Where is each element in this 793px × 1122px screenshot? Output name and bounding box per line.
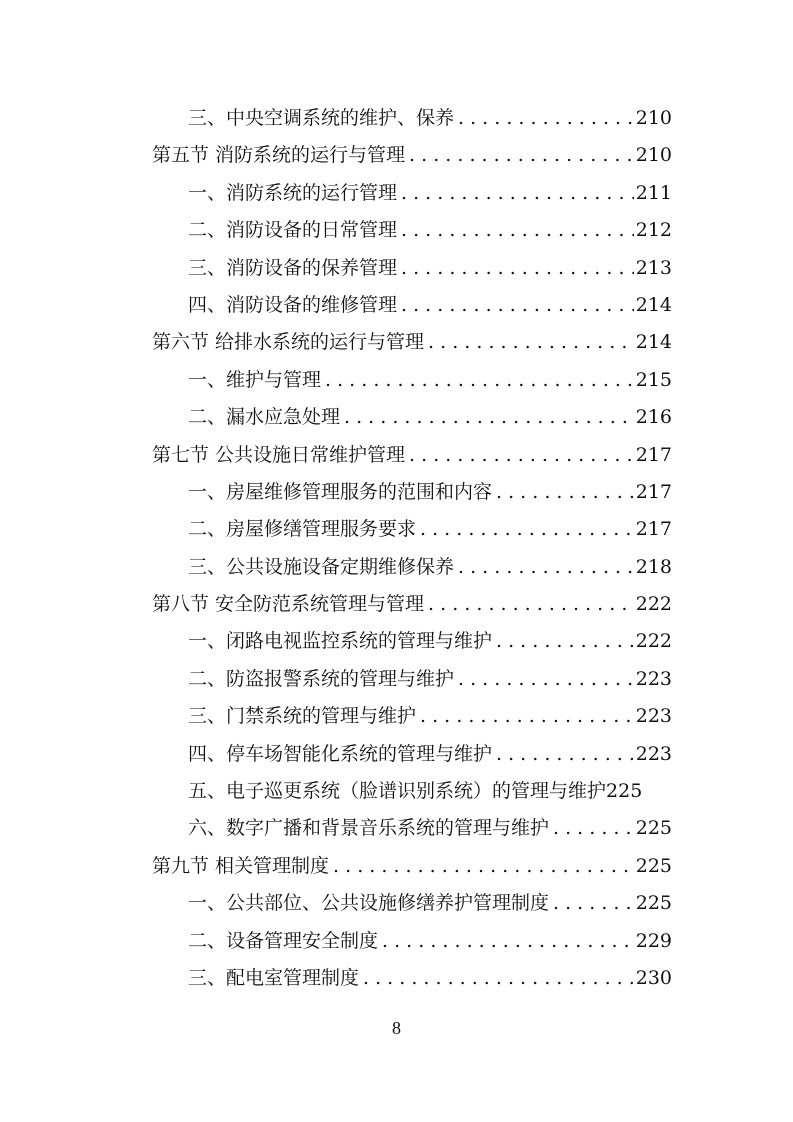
toc-entry-page: 223 <box>635 667 672 690</box>
toc-section-entry[interactable] <box>152 848 672 885</box>
toc-entry-title: 二、消防设备的日常管理 <box>188 219 398 242</box>
toc-entry-page: 222 <box>635 593 672 616</box>
dot-leader <box>405 437 634 474</box>
toc-subsection-entry[interactable] <box>152 623 672 660</box>
toc-entry-page: 229 <box>635 929 672 952</box>
toc-entry-page: 217 <box>635 443 672 466</box>
dot-leader <box>454 661 634 698</box>
toc-subsection-entry[interactable] <box>152 511 672 548</box>
toc-entry-page: 230 <box>635 966 672 989</box>
toc-entry-title: 四、停车场智能化系统的管理与维护 <box>188 742 493 765</box>
toc-entry-title: 第八节 安全防范系统管理与管理 <box>152 593 425 616</box>
toc-entry-title: 五、电子巡更系统（脸谱识别系统）的管理与维护 <box>188 780 607 803</box>
dot-leader <box>424 586 634 623</box>
toc-entry-page: 210 <box>635 106 672 129</box>
toc-entry-title: 二、漏水应急处理 <box>188 406 341 429</box>
toc-entry-title: 一、维护与管理 <box>188 368 322 391</box>
table-of-contents <box>152 100 672 997</box>
toc-entry-title: 二、房屋修缮管理服务要求 <box>188 518 417 541</box>
dot-leader <box>424 324 634 361</box>
toc-entry-page: 211 <box>635 181 672 204</box>
toc-entry-page: 213 <box>635 256 672 279</box>
toc-section-entry[interactable] <box>152 437 672 474</box>
dot-leader <box>416 511 634 548</box>
toc-entry-page: 212 <box>635 219 672 242</box>
dot-leader <box>378 923 634 960</box>
toc-subsection-entry[interactable] <box>152 885 672 922</box>
dot-leader <box>416 698 634 735</box>
dot-leader <box>397 175 634 212</box>
toc-entry-page: 214 <box>635 293 672 316</box>
toc-subsection-entry[interactable] <box>152 810 672 847</box>
toc-subsection-entry[interactable] <box>152 736 672 773</box>
toc-subsection-entry[interactable] <box>152 287 672 324</box>
toc-subsection-entry[interactable] <box>152 549 672 586</box>
toc-entry-page: 217 <box>635 480 672 503</box>
dot-leader <box>340 399 634 436</box>
dot-leader <box>492 474 634 511</box>
toc-entry-page: 223 <box>635 705 672 728</box>
dot-leader <box>397 287 634 324</box>
dot-leader <box>397 250 634 287</box>
toc-subsection-entry[interactable] <box>152 362 672 399</box>
toc-subsection-entry[interactable] <box>152 661 672 698</box>
dot-leader <box>405 137 634 174</box>
dot-leader <box>397 212 634 249</box>
toc-entry-page: 214 <box>635 331 672 354</box>
toc-entry-title: 二、防盗报警系统的管理与维护 <box>188 667 455 690</box>
toc-entry-title: 一、公共部位、公共设施修缮养护管理制度 <box>188 892 550 915</box>
toc-entry-title: 三、配电室管理制度 <box>188 966 360 989</box>
toc-entry-title: 三、公共设施设备定期维修保养 <box>188 555 455 578</box>
toc-entry-title: 第五节 消防系统的运行与管理 <box>152 144 406 167</box>
toc-section-entry[interactable] <box>152 586 672 623</box>
toc-entry-title: 一、消防系统的运行管理 <box>188 181 398 204</box>
toc-subsection-entry[interactable] <box>152 212 672 249</box>
dot-leader <box>359 960 634 997</box>
toc-entry-title: 三、消防设备的保养管理 <box>188 256 398 279</box>
toc-entry-title: 二、设备管理安全制度 <box>188 929 379 952</box>
toc-entry-title: 一、房屋维修管理服务的范围和内容 <box>188 480 493 503</box>
dot-leader <box>549 810 634 847</box>
toc-entry-page: 216 <box>635 406 672 429</box>
toc-entry-page: 218 <box>635 555 672 578</box>
dot-leader <box>454 100 634 137</box>
toc-subsection-entry[interactable] <box>152 698 672 735</box>
toc-entry-title: 第六节 给排水系统的运行与管理 <box>152 331 425 354</box>
toc-entry-title: 一、闭路电视监控系统的管理与维护 <box>188 630 493 653</box>
toc-subsection-entry[interactable] <box>152 960 672 997</box>
toc-subsection-entry[interactable] <box>152 923 672 960</box>
toc-entry-page: 225 <box>606 780 643 803</box>
toc-section-entry[interactable] <box>152 324 672 361</box>
toc-entry-title: 三、门禁系统的管理与维护 <box>188 705 417 728</box>
page-number: 8 <box>392 1018 401 1038</box>
toc-entry-page: 223 <box>635 742 672 765</box>
toc-entry-page: 225 <box>635 817 672 840</box>
dot-leader <box>492 736 634 773</box>
toc-entry-page: 210 <box>635 144 672 167</box>
toc-entry-title: 六、数字广播和背景音乐系统的管理与维护 <box>188 817 550 840</box>
toc-entry-title: 三、中央空调系统的维护、保养 <box>188 106 455 129</box>
dot-leader <box>549 885 634 922</box>
toc-subsection-entry[interactable] <box>152 100 672 137</box>
toc-entry-page: 217 <box>635 518 672 541</box>
toc-entry-page: 215 <box>635 368 672 391</box>
toc-subsection-entry[interactable] <box>152 399 672 436</box>
toc-entry-page: 222 <box>635 630 672 653</box>
dot-leader <box>321 362 634 399</box>
toc-subsection-entry[interactable] <box>152 250 672 287</box>
toc-subsection-entry[interactable] <box>152 474 672 511</box>
toc-entry-page: 225 <box>635 892 672 915</box>
dot-leader <box>454 549 634 586</box>
dot-leader <box>492 623 634 660</box>
toc-subsection-entry[interactable] <box>152 773 672 810</box>
toc-entry-title: 第九节 相关管理制度 <box>152 854 330 877</box>
toc-section-entry[interactable] <box>152 137 672 174</box>
toc-entry-page: 225 <box>635 854 672 877</box>
toc-subsection-entry[interactable] <box>152 175 672 212</box>
dot-leader <box>329 848 634 885</box>
toc-entry-title: 四、消防设备的维修管理 <box>188 293 398 316</box>
toc-entry-title: 第七节 公共设施日常维护管理 <box>152 443 406 466</box>
